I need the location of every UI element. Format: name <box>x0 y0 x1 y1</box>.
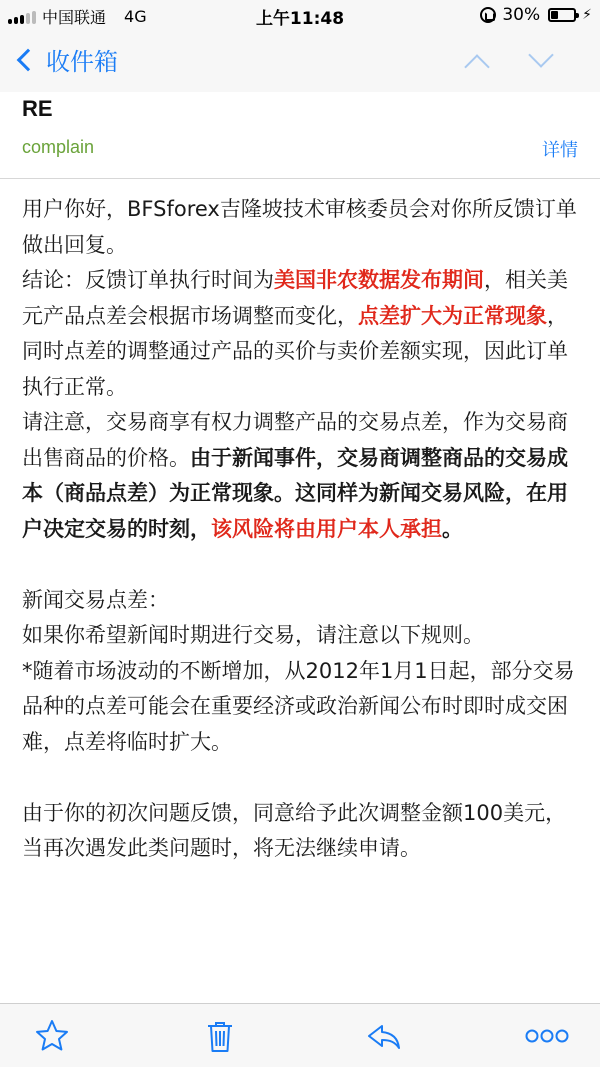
reply-icon <box>366 1018 402 1054</box>
text-span: ，相关美元产品点差会根据市场调整而变化， <box>22 268 568 328</box>
battery-percent: 30% <box>502 5 541 25</box>
message-body <box>22 192 582 867</box>
chevron-up-icon <box>464 54 489 79</box>
battery-icon <box>548 8 576 22</box>
status-bar <box>0 0 600 30</box>
status-time: 上午11:48 <box>255 9 345 29</box>
text-span: 请注意，交易商享有权力调整产品的交易点差，作为交易商出售商品的价格。 <box>22 410 568 470</box>
previous-message-button[interactable] <box>462 46 492 76</box>
network-type: 4G <box>124 7 147 26</box>
rotation-lock-icon <box>480 7 496 23</box>
bold-span: 由于新闻事件，交易商调整商品的交易成本（商品点差）为正常现象。这同样为新闻交易风险，在用户决定交易的时刻， <box>22 445 568 541</box>
trash-icon <box>202 1018 238 1054</box>
header-divider <box>0 178 600 179</box>
more-button[interactable] <box>524 1018 570 1054</box>
body-paragraph-news-detail: *随着市场波动的不断增加，从2012年1月1日起，部分交易品种的点差可能会在重要经济或政治新闻公布时即时成交困难，点差将临时扩大。 <box>22 658 575 754</box>
star-icon <box>34 1018 70 1054</box>
text-span: ，同时点差的调整通过产品的买价与卖价差额实现，因此订单执行正常。 <box>22 303 568 399</box>
charging-icon: ⚡ <box>582 7 592 23</box>
flag-button[interactable] <box>34 1018 70 1054</box>
nav-bar <box>0 30 600 92</box>
chevron-left-icon <box>17 48 40 71</box>
reply-button[interactable] <box>366 1018 402 1054</box>
more-icon <box>524 1018 570 1054</box>
chevron-down-icon <box>528 42 553 67</box>
blank-line <box>22 760 582 796</box>
back-label: 收件箱 <box>46 48 118 76</box>
body-paragraph-compensation: 由于你的初次问题反馈，同意给予此次调整金额100美元，当再次遇发此类问题时，将无法继续申请。 <box>22 800 567 860</box>
highlight-span: 该风险将由用户本人承担 <box>211 516 442 541</box>
body-paragraph-news-spread-title: 新闻交易点差： <box>22 587 169 612</box>
text-span: 结论：反馈订单执行时间为 <box>22 268 274 292</box>
message-subject: RE <box>22 96 53 121</box>
delete-button[interactable] <box>202 1018 238 1054</box>
body-paragraph-notice <box>22 405 582 547</box>
details-link[interactable]: 详情 <box>542 140 578 161</box>
back-button[interactable] <box>14 42 118 77</box>
body-paragraph-greeting: 用户你好，BFSforex吉隆坡技术审核委员会对你所反馈订单做出回复。 <box>22 197 577 257</box>
status-right <box>480 5 592 25</box>
highlight-span: 美国非农数据发布期间 <box>274 268 484 292</box>
bottom-toolbar <box>0 1003 600 1067</box>
next-message-button[interactable] <box>526 46 556 76</box>
bold-span: 。 <box>442 516 463 541</box>
carrier-name: 中国联通 <box>42 8 107 27</box>
body-paragraph-conclusion <box>22 263 582 405</box>
highlight-span: 点差扩大为正常现象 <box>358 303 547 328</box>
body-paragraph-news-rule: 如果你希望新闻时期进行交易，请注意以下规则。 <box>22 623 484 647</box>
message-sender[interactable]: complain <box>22 137 95 157</box>
blank-line <box>22 547 582 583</box>
